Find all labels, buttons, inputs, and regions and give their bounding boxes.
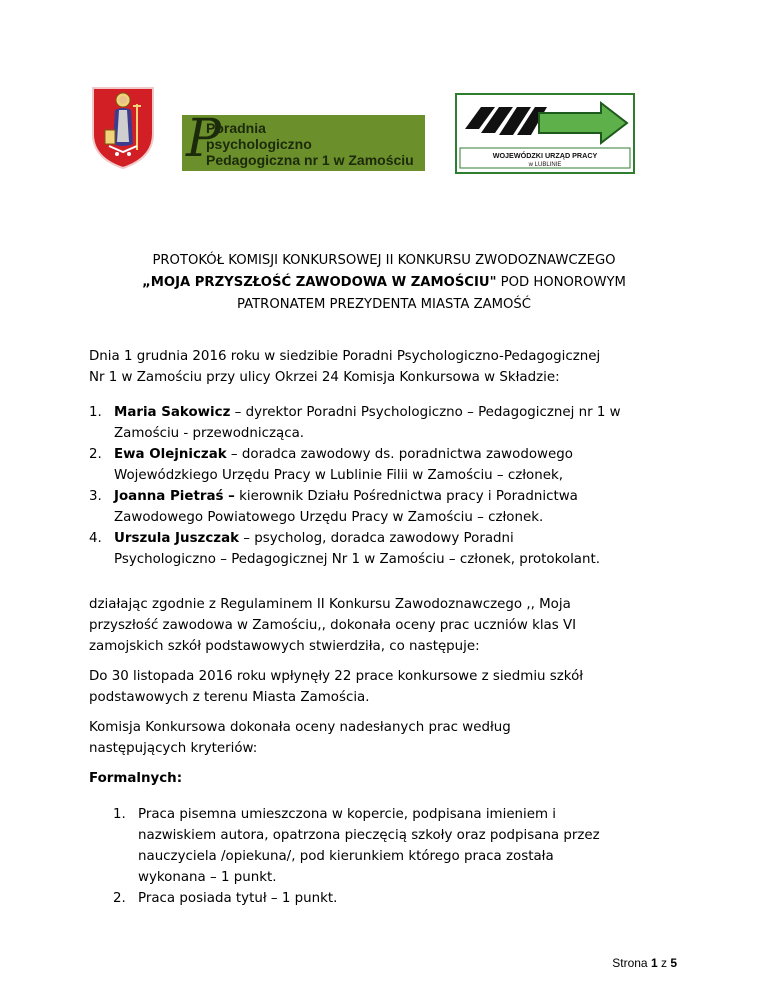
zamosc-coat-of-arms-logo	[89, 84, 157, 170]
protocol-heading	[100, 250, 668, 316]
committee-line-2: następujących kryteriów:	[89, 741, 258, 756]
list-item	[89, 402, 699, 444]
member-role: – dyrektor Poradni Psychologiczno – Pedagogicznej nr 1 w	[230, 405, 621, 420]
acting-line-1: działając zgodnie z Regulaminem II Konkursu Zawodoznawczego ,, Moja	[89, 597, 571, 612]
heading-line-3: PATRONATEM PREZYDENTA MIASTA ZAMOŚĆ	[237, 297, 531, 312]
member-role: – psycholog, doradca zawodowy Poradni	[239, 531, 514, 546]
member-role-cont: Zawodowego Powiatowego Urzędu Pracy w Zamościu – członek.	[114, 510, 544, 525]
list-item	[89, 486, 699, 528]
criterion-line: Praca posiada tytuł – 1 punkt.	[138, 891, 338, 906]
contest-title: „MOJA PRZYSZŁOŚĆ ZAWODOWA W ZAMOŚCIU"	[142, 275, 497, 290]
criteria-list	[113, 804, 693, 909]
acting-paragraph	[89, 594, 689, 657]
heading-line-1: PROTOKÓŁ KOMISJI KONKURSOWEJ II KONKURSU ZWODOZNAWCZEGO	[152, 253, 616, 268]
received-line-1: Do 30 listopada 2016 roku wpłynęły 22 prace konkursowe z siedmiu szkół	[89, 669, 584, 684]
acting-line-2: przyszłość zawodowa w Zamościu,, dokonała oceny prac uczniów klas VI	[89, 618, 577, 633]
acting-line-3: zamojskich szkół podstawowych stwierdziła, co następuje:	[89, 639, 480, 654]
received-paragraph	[89, 666, 689, 708]
criterion-line: wykonana – 1 punkt.	[138, 870, 277, 885]
list-item-number: 2.	[89, 447, 102, 462]
member-role-cont: Zamościu - przewodnicząca.	[114, 426, 305, 441]
wup-logo-line-1: WOJEWÓDZKI URZĄD PRACY	[492, 151, 598, 160]
list-item	[89, 444, 699, 486]
criterion-line: Praca pisemna umieszczona w kopercie, podpisana imieniem i	[138, 807, 557, 822]
poradnia-logo-line-1: Poradnia	[206, 120, 266, 136]
member-role-cont: Wojewódzkiego Urzędu Pracy w Lublinie Filii w Zamościu – członek,	[114, 468, 563, 483]
heading-line-2-rest: POD HONOROWYM	[496, 275, 626, 290]
list-item	[113, 804, 693, 888]
list-item-number: 3.	[89, 489, 102, 504]
page-number: Strona 1 z 5	[612, 956, 677, 970]
list-item	[89, 528, 699, 570]
intro-line-1: Dnia 1 grudnia 2016 roku w siedzibie Poradni Psychologiczno-Pedagogicznej	[89, 349, 601, 364]
intro-paragraph	[89, 346, 689, 388]
member-role: kierownik Działu Pośrednictwa pracy i Poradnictwa	[234, 489, 578, 504]
criterion-line: nazwiskiem autora, opatrzona pieczęcią szkoły oraz podpisana przez	[138, 828, 600, 843]
poradnia-logo	[182, 115, 425, 171]
member-role: – doradca zawodowy ds. poradnictwa zawodowego	[226, 447, 573, 462]
heading-line-2	[100, 272, 668, 294]
list-item-number: 1.	[113, 807, 126, 822]
list-item-number: 2.	[113, 891, 126, 906]
list-item-number: 1.	[89, 405, 102, 420]
wup-logo-line-2: w LUBLINIE	[528, 162, 562, 168]
member-name: Maria Sakowicz	[114, 405, 231, 420]
poradnia-logo-line-2: psychologiczno	[206, 136, 312, 152]
list-item	[113, 888, 693, 909]
formal-criteria-heading: Formalnych:	[89, 771, 183, 786]
poradnia-logo-line-3: Pedagogiczna nr 1 w Zamościu	[206, 152, 414, 168]
poradnia-logo-monogram: P	[186, 115, 221, 169]
list-item-number: 4.	[89, 531, 102, 546]
received-line-2: podstawowych z terenu Miasta Zamościa.	[89, 690, 370, 705]
committee-paragraph	[89, 717, 689, 759]
member-name: Ewa Olejniczak	[114, 447, 227, 462]
member-name: Joanna Pietraś –	[114, 489, 235, 504]
criterion-line: nauczyciela /opiekuna/, pod kierunkiem którego praca została	[138, 849, 554, 864]
intro-line-2: Nr 1 w Zamościu przy ulicy Okrzei 24 Komisja Konkursowa w Składzie:	[89, 370, 560, 385]
member-name: Urszula Juszczak	[114, 531, 240, 546]
wup-lublin-logo	[455, 93, 635, 174]
committee-line-1: Komisja Konkursowa dokonała oceny nadesłanych prac według	[89, 720, 511, 735]
committee-members-list	[89, 402, 699, 570]
member-role-cont: Psychologiczno – Pedagogicznej Nr 1 w Zamościu – członek, protokolant.	[114, 552, 600, 567]
